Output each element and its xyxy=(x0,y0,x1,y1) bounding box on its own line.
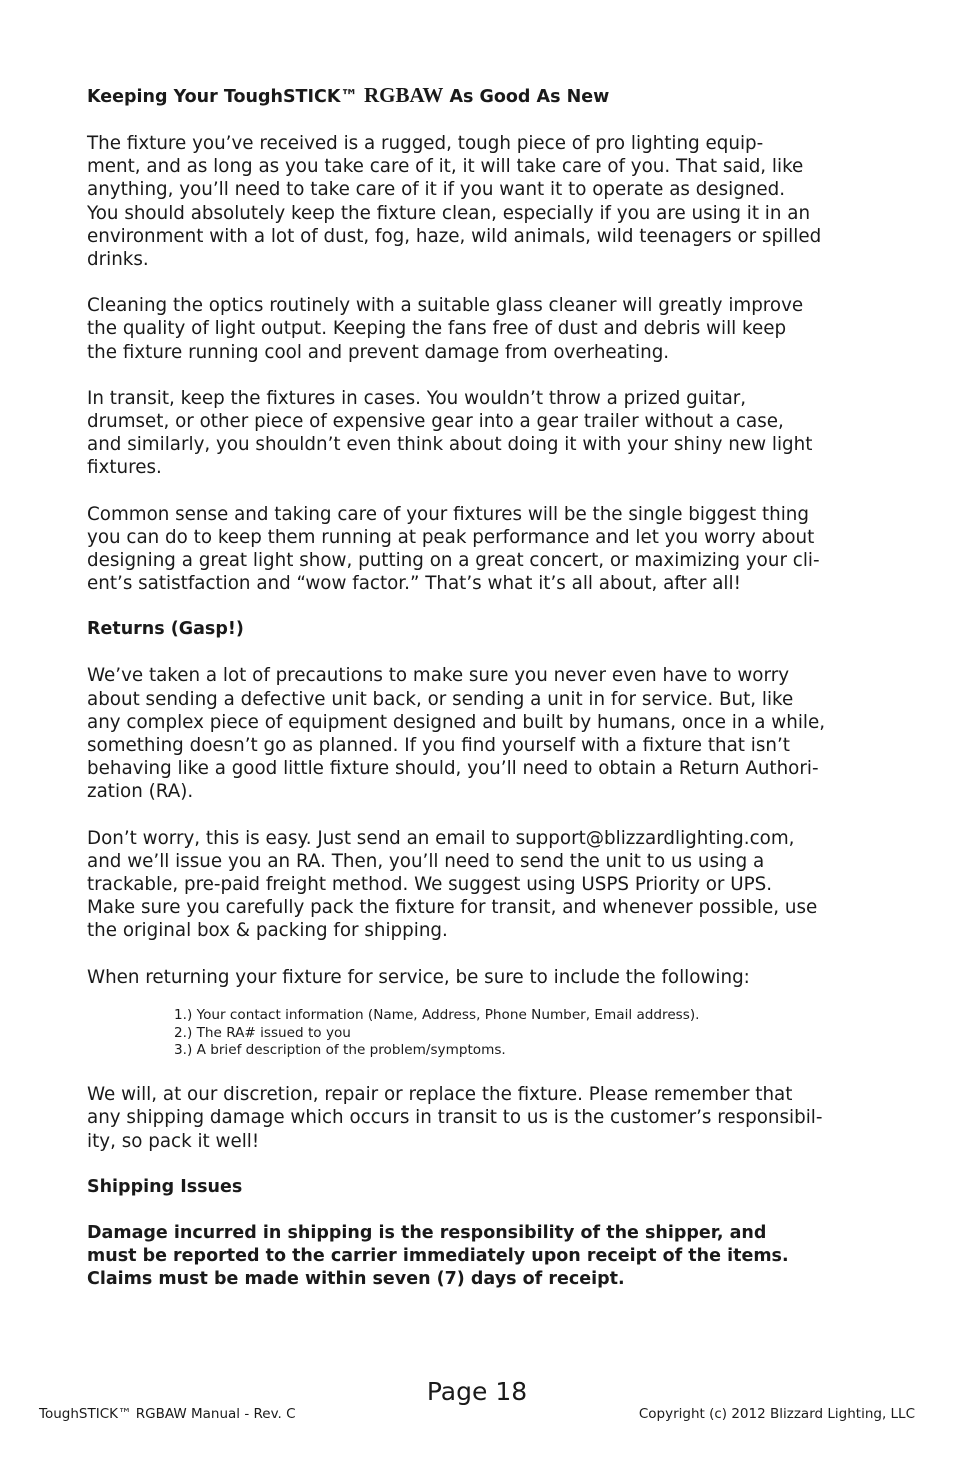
manual-page-body xyxy=(87,84,877,1292)
care-paragraph-4: Common sense and taking care of your fixtures will be the single biggest thing you can do to keep them running at peak performance and let you worry about designing a great light show, putting on a great concert, or maximizing your cli- ent’s satistfaction and “wow factor.” That’s what it’s all about, after all! xyxy=(87,503,820,595)
shipping-notice: Damage incurred in shipping is the responsibility of the shipper, and must be reported to the carrier immediately upon receipt of the items. Claims must be made within seven (7) days of receipt. xyxy=(87,1222,789,1290)
returns-closing: We will, at our discretion, repair or replace the fixture. Please remember that any shipping damage which occurs in transit to us is the customer’s responsibil- ity, so pack it well! xyxy=(87,1084,823,1152)
returns-checklist xyxy=(174,1007,877,1060)
care-heading-product: RGBAW xyxy=(364,83,444,107)
page-number: Page 18 xyxy=(426,1377,528,1406)
returns-paragraph-1: We’ve taken a lot of precautions to make sure you never even have to worry about sending a defective unit back, or sending a unit in for service. But, like any complex piece of equipment designed and built by humans, once in a while, something doesn’t go as planned. If you find yourself with a fixture that isn’t behaving like a good little fixture should, you’ll need to obtain a Return Authori- zation (RA). xyxy=(87,665,826,803)
list-item: 3.) A brief description of the problem/symptoms. xyxy=(174,1042,506,1059)
shipping-heading: Shipping Issues xyxy=(87,1176,243,1197)
list-item: 1.) Your contact information (Name, Address, Phone Number, Email address). xyxy=(174,1006,700,1023)
returns-heading: Returns (Gasp!) xyxy=(87,619,244,640)
list-item: 2.) The RA# issued to you xyxy=(174,1024,351,1041)
care-heading-suffix: As Good As New xyxy=(443,87,610,107)
care-paragraph-3: In transit, keep the fixtures in cases. You wouldn’t throw a prized guitar, drumset, or other piece of expensive gear into a gear trailer without a case, and similarly, you shouldn’t even think about doing it with your shiny new light fixtures. xyxy=(87,387,813,479)
footer-copyright: Copyright (c) 2012 Blizzard Lighting, LLC xyxy=(638,1406,915,1422)
returns-paragraph-3: When returning your fixture for service, be sure to include the following: xyxy=(87,966,750,988)
footer-manual-title: ToughSTICK™ RGBAW Manual - Rev. C xyxy=(39,1406,296,1422)
care-heading-prefix: Keeping Your ToughSTICK™ xyxy=(87,87,364,107)
returns-paragraph-2: Don’t worry, this is easy. Just send an email to support@blizzardlighting.com, and we’ll issue you an RA. Then, you’ll need to send the unit to us using a trackable, pre-paid freight method. We suggest using USPS Priority or UPS. Make sure you carefully pack the fixture for transit, and whenever possible, use the original box & packing for shipping. xyxy=(87,827,818,942)
care-heading xyxy=(87,84,877,109)
care-paragraph-2: Cleaning the optics routinely with a suitable glass cleaner will greatly improve the quality of light output. Keeping the fans free of dust and debris will keep the fixture running cool and prevent damage from overheating. xyxy=(87,295,804,363)
care-paragraph-1: The fixture you’ve received is a rugged, tough piece of pro lighting equip- ment, and as long as you take care of it, it will take care of you. That said, like anything, you’ll need to take care of it if you want it to operate as designed. You should absolutely keep the fixture clean, especially if you are using it in an environment with a lot of dust, fog, haze, wild animals, wild teenagers or spilled drinks. xyxy=(87,133,822,271)
